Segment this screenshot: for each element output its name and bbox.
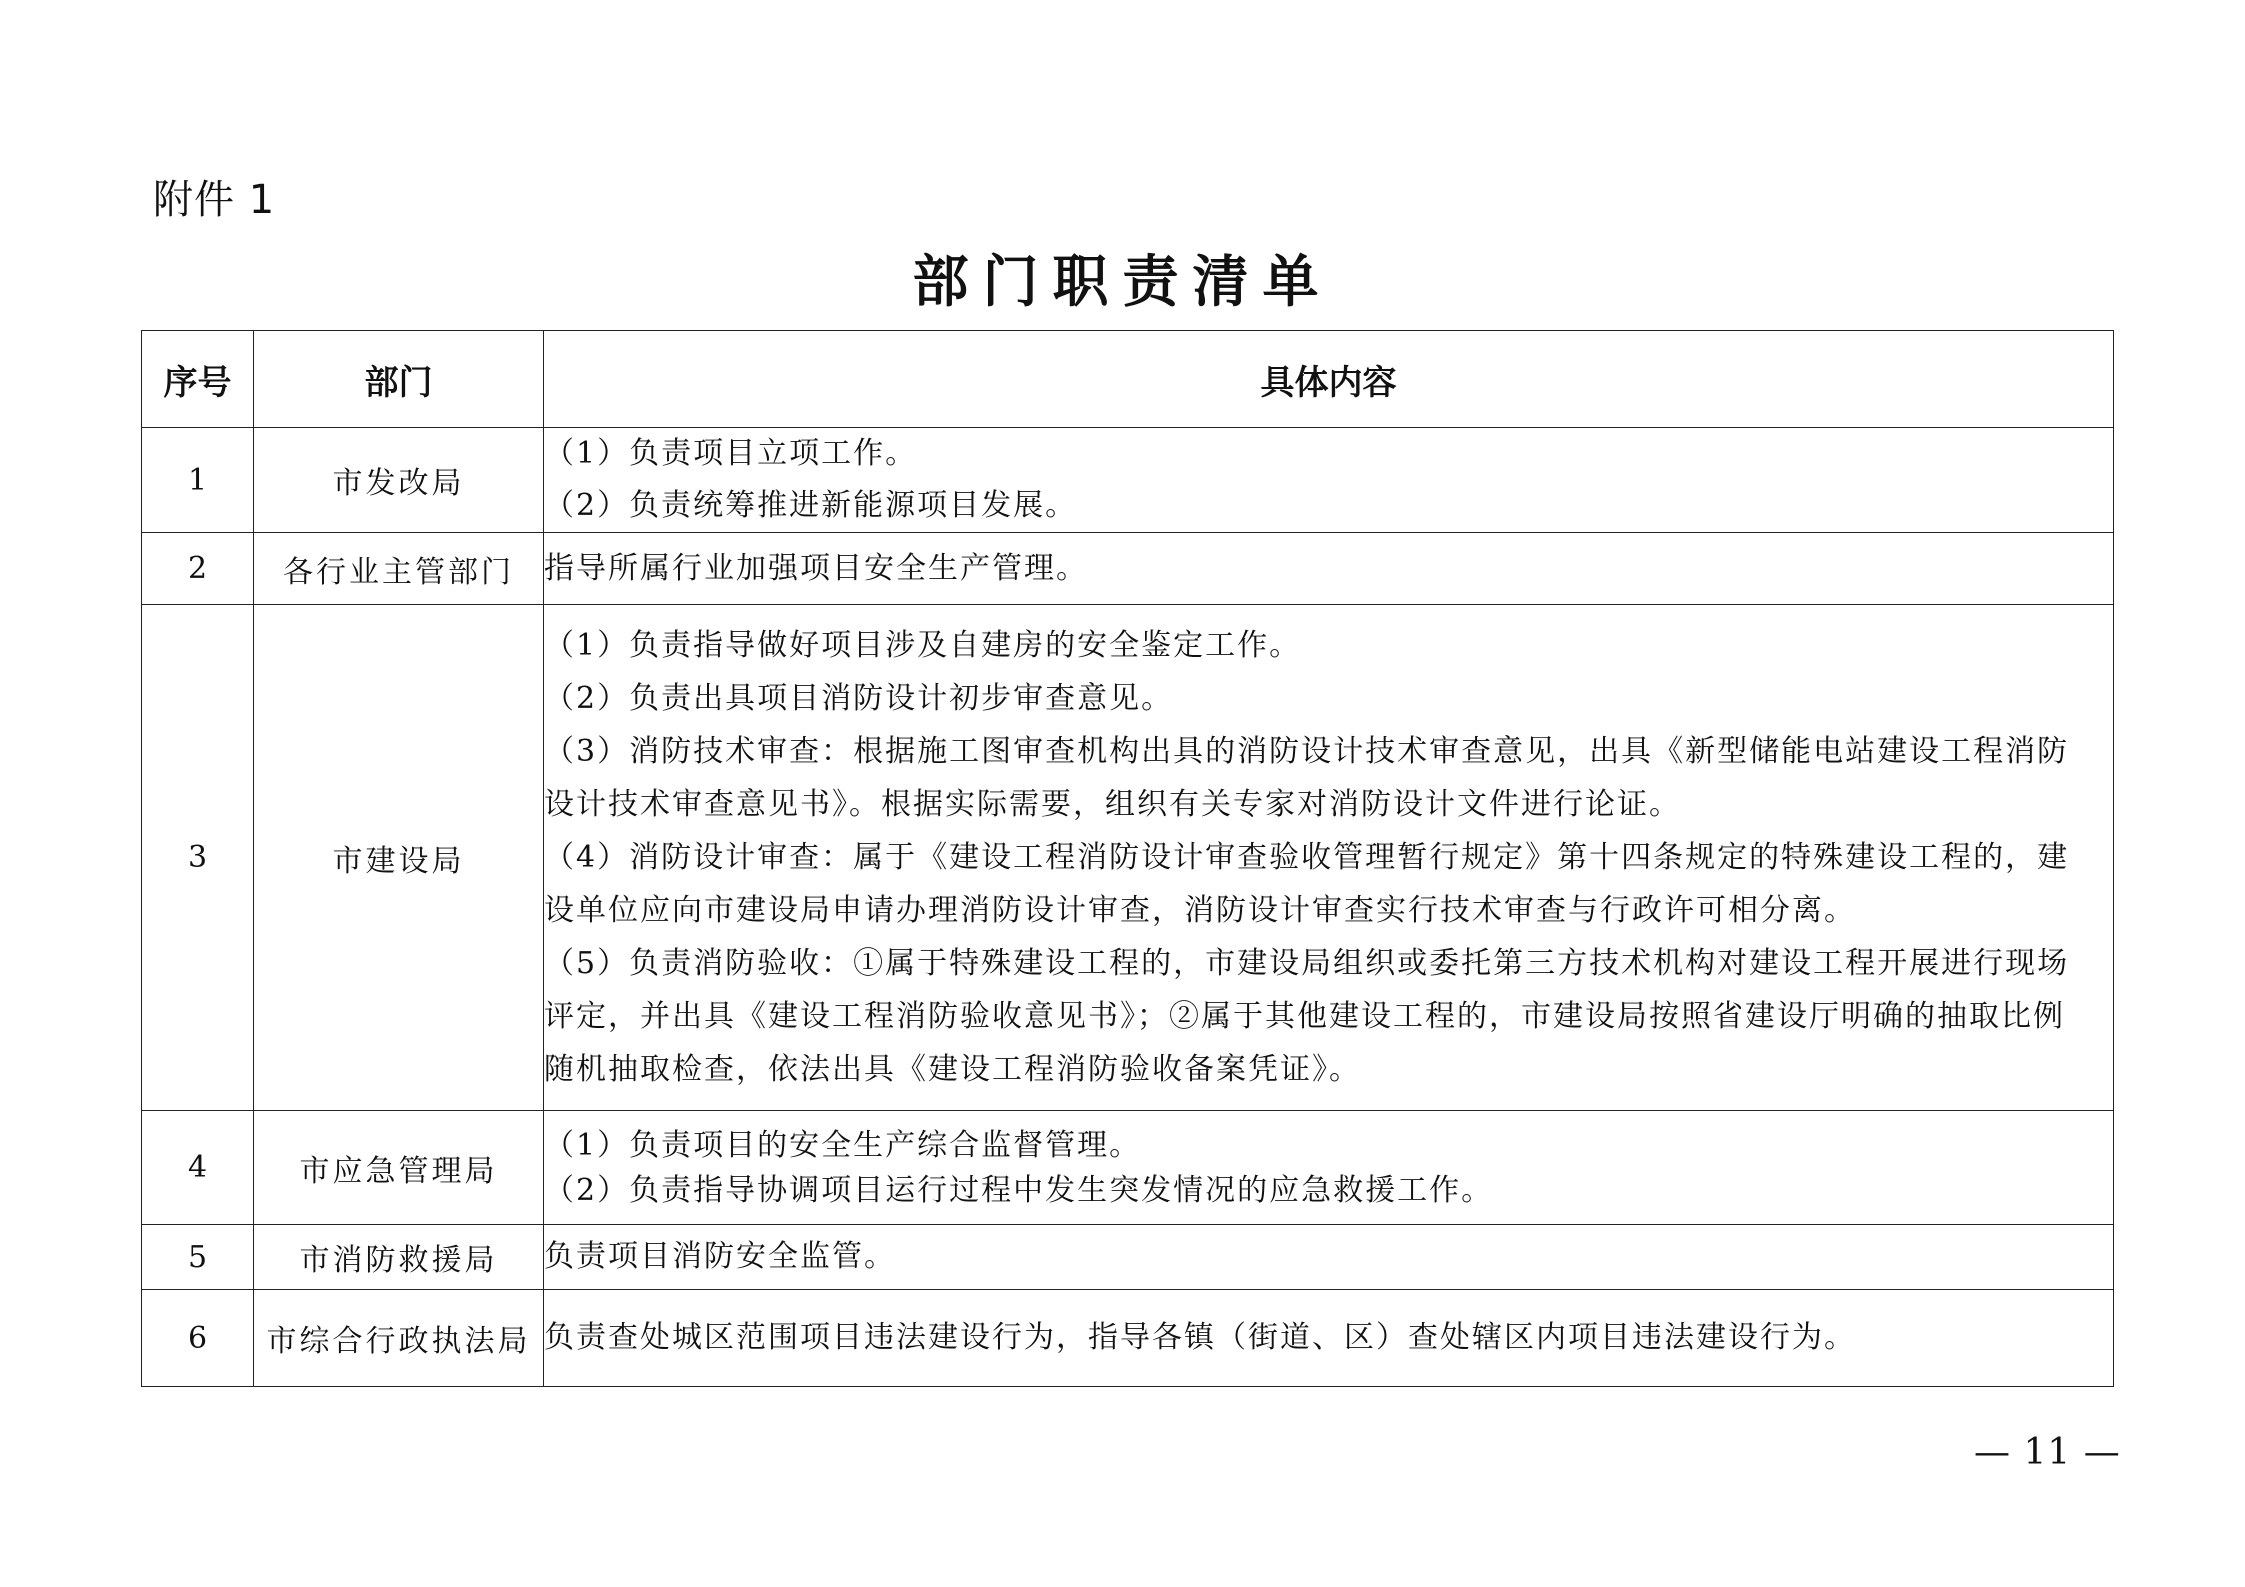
row-content xyxy=(544,428,2114,533)
table-row xyxy=(142,605,2114,1111)
content-line: 负责项目消防安全监管。 xyxy=(544,1239,896,1274)
content-line: 指导所属行业加强项目安全生产管理。 xyxy=(544,550,1088,586)
row-seq: 5 xyxy=(142,1225,254,1290)
row-seq: 2 xyxy=(142,533,254,605)
row-seq: 1 xyxy=(142,428,254,533)
row-dept: 市建设局 xyxy=(254,605,544,1111)
row-dept: 市综合行政执法局 xyxy=(254,1290,544,1387)
table-row xyxy=(142,1225,2114,1290)
row-content xyxy=(544,533,2114,605)
content-line: 设计技术审查意见书》。根据实际需要，组织有关专家对消防设计文件进行论证。 xyxy=(544,787,1681,822)
row-dept: 市发改局 xyxy=(254,428,544,533)
content-line: 随机抽取检查，依法出具《建设工程消防验收备案凭证》。 xyxy=(544,1052,1361,1087)
row-dept: 市应急管理局 xyxy=(254,1111,544,1225)
row-content xyxy=(544,605,2114,1111)
row-content xyxy=(544,1111,2114,1225)
attachment-label: 附件 1 xyxy=(153,177,276,223)
content-line: （1）负责指导做好项目涉及自建房的安全鉴定工作。 xyxy=(544,628,1302,663)
row-dept: 市消防救援局 xyxy=(254,1225,544,1290)
content-line: 负责查处城区范围项目违法建设行为，指导各镇（街道、区）查处辖区内项目违法建设行为。 xyxy=(544,1320,1856,1355)
header-seq: 序号 xyxy=(142,331,254,428)
page-number: — 11 — xyxy=(1974,1432,2121,1473)
table-row xyxy=(142,428,2114,533)
content-line: （1）负责项目的安全生产综合监督管理。 xyxy=(544,1127,1142,1163)
content-line: （2）负责出具项目消防设计初步审查意见。 xyxy=(544,681,1174,716)
content-line: （2）负责指导协调项目运行过程中发生突发情况的应急救援工作。 xyxy=(544,1172,1494,1208)
content-line: 设单位应向市建设局申请办理消防设计审查，消防设计审查实行技术审查与行政许可相分离。 xyxy=(544,893,1856,928)
table-header-row xyxy=(142,331,2114,428)
header-dept: 部门 xyxy=(254,331,544,428)
content-line: （5）负责消防验收：①属于特殊建设工程的，市建设局组织或委托第三方技术机构对建设工程开展进行现场 xyxy=(544,946,2070,981)
content-line: （3）消防技术审查：根据施工图审查机构出具的消防设计技术审查意见，出具《新型储能电站建设工程消防 xyxy=(544,734,2070,769)
row-seq: 4 xyxy=(142,1111,254,1225)
row-dept: 各行业主管部门 xyxy=(254,533,544,605)
row-seq: 6 xyxy=(142,1290,254,1387)
duty-list-table xyxy=(141,330,2114,1387)
table-row xyxy=(142,1111,2114,1225)
row-content xyxy=(544,1225,2114,1290)
row-seq: 3 xyxy=(142,605,254,1111)
content-line: （1）负责项目立项工作。 xyxy=(544,436,918,471)
content-line: 评定，并出具《建设工程消防验收意见书》；②属于其他建设工程的，市建设局按照省建设厅明确的抽取比例 xyxy=(544,999,2065,1034)
content-line: （4）消防设计审查：属于《建设工程消防设计审查验收管理暂行规定》第十四条规定的特殊建设工程的，建 xyxy=(544,840,2070,875)
document-title: 部门职责清单 xyxy=(912,249,1333,315)
table-row xyxy=(142,533,2114,605)
header-content: 具体内容 xyxy=(544,331,2114,428)
content-line: （2）负责统筹推进新能源项目发展。 xyxy=(544,488,1078,523)
table-row xyxy=(142,1290,2114,1387)
row-content xyxy=(544,1290,2114,1387)
